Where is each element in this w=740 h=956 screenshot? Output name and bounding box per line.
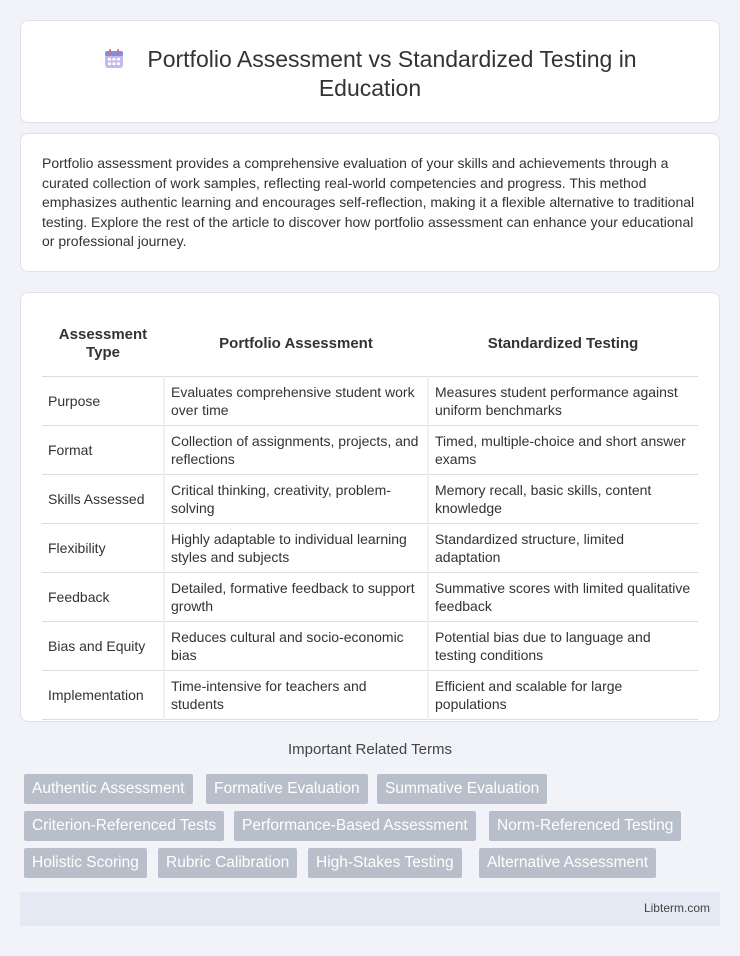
title-card xyxy=(20,20,720,123)
row-label-cell: Bias and Equity xyxy=(42,621,164,670)
intro-card xyxy=(20,133,720,272)
row-label-cell: Implementation xyxy=(42,670,164,719)
table-cell: Potential bias due to language and testing conditions xyxy=(428,621,698,670)
table-cell: Memory recall, basic skills, content knowledge xyxy=(428,474,698,523)
related-term-tag[interactable]: Alternative Assessment xyxy=(479,848,656,878)
table-row xyxy=(42,621,698,670)
table-cell: Timed, multiple-choice and short answer exams xyxy=(428,425,698,474)
table-row xyxy=(42,523,698,572)
column-header: Standardized Testing xyxy=(428,313,698,376)
page-title-text: Portfolio Assessment vs Standardized Testing in Education xyxy=(147,46,637,101)
row-label-cell: Format xyxy=(42,425,164,474)
table-row xyxy=(42,670,698,719)
table-row xyxy=(42,425,698,474)
table-cell: Detailed, formative feedback to support growth xyxy=(164,572,428,621)
related-term-tag[interactable]: Norm-Referenced Testing xyxy=(489,811,681,841)
page-title xyxy=(21,45,719,103)
table-cell: Measures student performance against uniform benchmarks xyxy=(428,376,698,425)
calendar-doc-icon xyxy=(103,48,125,70)
row-label-cell: Skills Assessed xyxy=(42,474,164,523)
table-cell: Critical thinking, creativity, problem-solving xyxy=(164,474,428,523)
footer xyxy=(20,892,720,926)
related-term-tag[interactable]: Summative Evaluation xyxy=(377,774,547,804)
related-terms-title: Important Related Terms xyxy=(288,741,452,758)
table-cell: Summative scores with limited qualitative feedback xyxy=(428,572,698,621)
table-cell: Efficient and scalable for large populations xyxy=(428,670,698,719)
table-cell: Standardized structure, limited adaptation xyxy=(428,523,698,572)
related-term-tag[interactable]: Holistic Scoring xyxy=(24,848,147,878)
table-cell: Time-intensive for teachers and students xyxy=(164,670,428,719)
comparison-table-card xyxy=(20,292,720,722)
related-term-tag[interactable]: High-Stakes Testing xyxy=(308,848,462,878)
row-label-cell: Flexibility xyxy=(42,523,164,572)
footer-site-link[interactable]: Libterm.com xyxy=(643,901,710,915)
table-cell: Highly adaptable to individual learning styles and subjects xyxy=(164,523,428,572)
column-header: Assessment Type xyxy=(42,313,164,376)
related-term-tag[interactable]: Authentic Assessment xyxy=(24,774,193,804)
related-term-tag[interactable]: Rubric Calibration xyxy=(158,848,297,878)
table-cell: Reduces cultural and socio-economic bias xyxy=(164,621,428,670)
table-cell: Evaluates comprehensive student work over time xyxy=(164,376,428,425)
related-term-tag[interactable]: Formative Evaluation xyxy=(206,774,368,804)
table-cell: Collection of assignments, projects, and reflections xyxy=(164,425,428,474)
related-term-tag[interactable]: Performance-Based Assessment xyxy=(234,811,476,841)
table-header-row xyxy=(42,313,698,376)
comparison-table xyxy=(42,313,698,720)
table-row xyxy=(42,572,698,621)
related-term-tag[interactable]: Criterion-Referenced Tests xyxy=(24,811,224,841)
column-header: Portfolio Assessment xyxy=(164,313,428,376)
row-label-cell: Feedback xyxy=(42,572,164,621)
row-label-cell: Purpose xyxy=(42,376,164,425)
table-row xyxy=(42,376,698,425)
table-row xyxy=(42,474,698,523)
intro-paragraph: Portfolio assessment provides a comprehensive evaluation of your skills and achievements through a curated collection of work samples, reflecting real-world competencies and progress. This method emphasizes authentic learning and encourages self-reflection, making it a flexible alternative to traditional testing. Explore the rest of the article to discover how portfolio assessment can enhance your educational or professional journey. xyxy=(42,155,695,250)
